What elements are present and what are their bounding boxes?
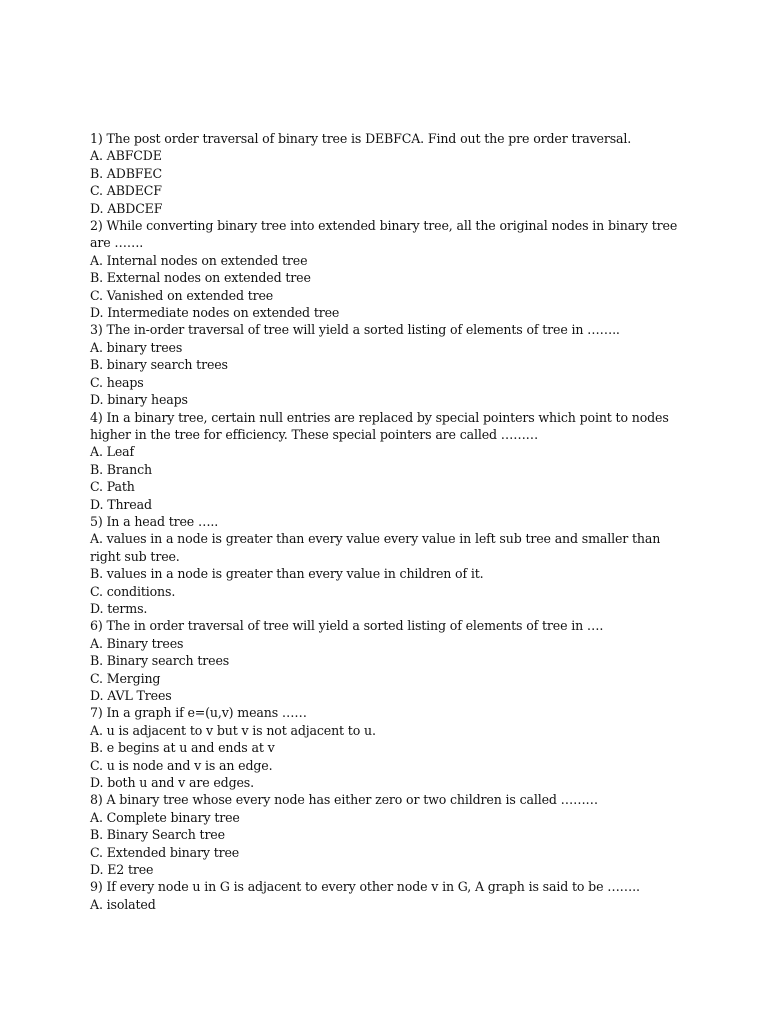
option-b: B. Branch xyxy=(90,461,152,477)
question-1 xyxy=(90,130,690,217)
question-text: 1) The post order traversal of binary tree is DEBFCA. Find out the pre order traversal. xyxy=(90,131,632,146)
option-d: D. ABDCEF xyxy=(90,200,163,216)
option-b: B. ADBFEC xyxy=(90,165,162,181)
option-b: B. External nodes on extended tree xyxy=(90,270,311,286)
option-a: A. binary trees xyxy=(90,339,183,355)
question-9 xyxy=(90,878,690,913)
question-8 xyxy=(90,791,690,878)
option-c: C. heaps xyxy=(90,374,144,390)
question-3 xyxy=(90,321,690,408)
option-a: A. Complete binary tree xyxy=(90,809,240,825)
question-text: 5) In a head tree ….. xyxy=(90,513,219,529)
question-text: 7) In a graph if e=(u,v) means …… xyxy=(90,705,307,721)
question-5 xyxy=(90,513,690,617)
option-d: D. Intermediate nodes on extended tree xyxy=(90,305,340,321)
option-c: C. Path xyxy=(90,479,135,495)
option-d: D. terms. xyxy=(90,600,148,616)
question-4 xyxy=(90,409,690,513)
option-d: D. both u and v are edges. xyxy=(90,775,254,791)
option-b: B. binary search trees xyxy=(90,357,228,373)
option-c: C. Extended binary tree xyxy=(90,844,240,860)
option-b: B. values in a node is greater than every value in children of it. xyxy=(90,566,484,582)
option-a: A. u is adjacent to v but v is not adjacent to u. xyxy=(90,722,376,738)
option-d: D. Thread xyxy=(90,496,152,512)
option-b: B. e begins at u and ends at v xyxy=(90,740,275,756)
option-c: C. Merging xyxy=(90,670,161,686)
option-c: C. ABDECF xyxy=(90,183,162,199)
question-text: 6) The in order traversal of tree will yield a sorted listing of elements of tree in …. xyxy=(90,618,604,634)
option-a: A. Leaf xyxy=(90,444,135,460)
option-a: A. Internal nodes on extended tree xyxy=(90,252,308,268)
question-text: 9) If every node u in G is adjacent to every other node v in G, A graph is said to be …….. xyxy=(90,879,640,895)
option-d: D. binary heaps xyxy=(90,392,188,408)
question-7 xyxy=(90,704,690,791)
question-2 xyxy=(90,217,690,321)
question-text: 4) In a binary tree, certain null entries are replaced by special pointers which point to nodes higher in the tree for efficiency. These special pointers are called ……… xyxy=(90,409,669,442)
option-a: A. Binary trees xyxy=(90,635,184,651)
option-d: D. E2 tree xyxy=(90,862,154,878)
option-c: C. Vanished on extended tree xyxy=(90,287,274,303)
option-a: A. values in a node is greater than every value every value in left sub tree and smaller than right sub tree. xyxy=(90,531,661,564)
option-c: C. conditions. xyxy=(90,583,176,599)
question-text: 3) The in-order traversal of tree will yield a sorted listing of elements of tree in …….. xyxy=(90,322,620,338)
question-text: 2) While converting binary tree into extended binary tree, all the original nodes in binary tree are ……. xyxy=(90,218,678,251)
option-b: B. Binary search trees xyxy=(90,653,230,669)
option-c: C. u is node and v is an edge. xyxy=(90,757,273,773)
option-d: D. AVL Trees xyxy=(90,688,172,703)
option-a: A. ABFCDE xyxy=(90,148,162,164)
document-body xyxy=(90,130,690,913)
option-b: B. Binary Search tree xyxy=(90,827,225,843)
question-6 xyxy=(90,617,690,704)
question-text: 8) A binary tree whose every node has either zero or two children is called ……… xyxy=(90,792,598,808)
option-a: A. isolated xyxy=(90,896,156,912)
